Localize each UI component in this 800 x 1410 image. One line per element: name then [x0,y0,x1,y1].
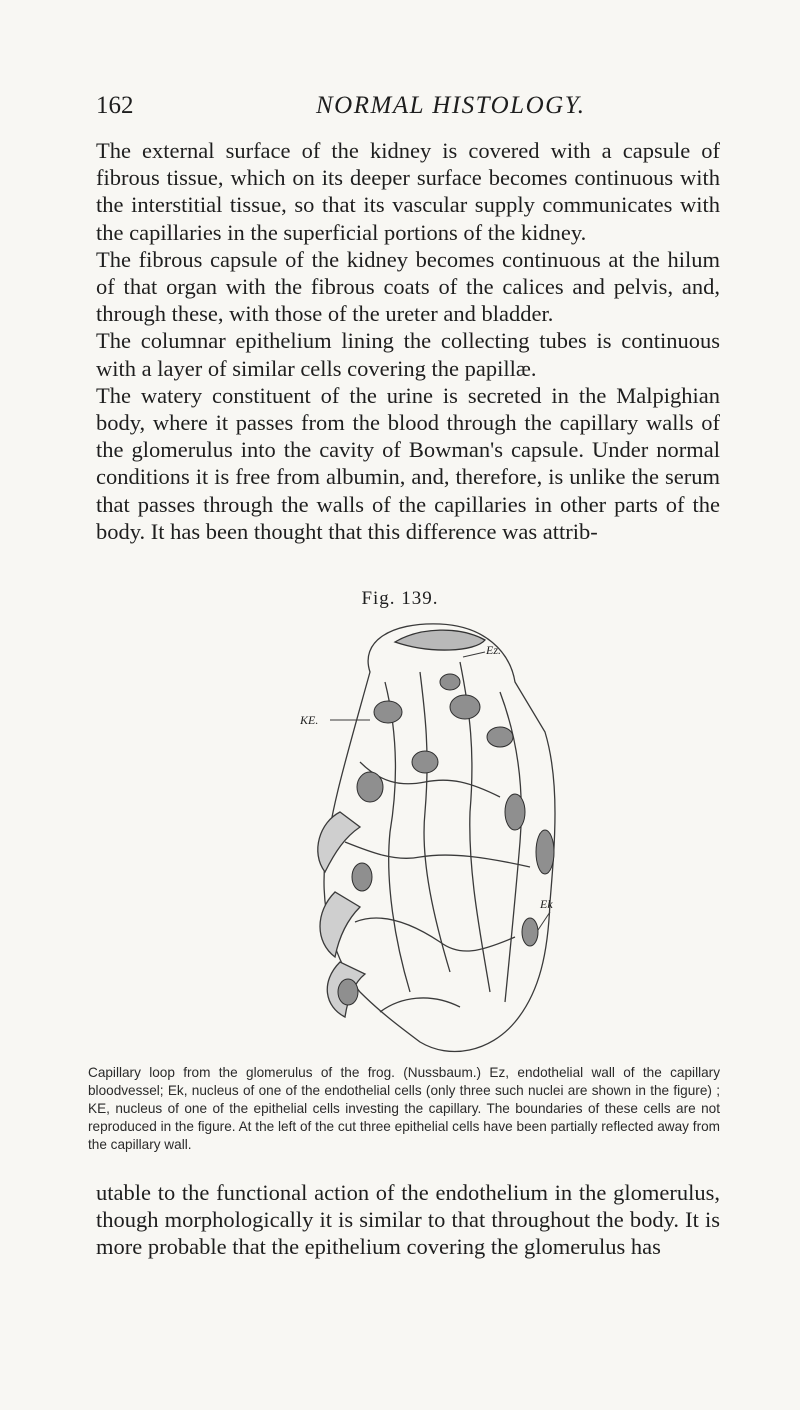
body-text-top [96,137,720,545]
paragraph: The columnar epithelium lining the collecting tubes is continuous with a layer of similar cells covering the papillæ. [96,328,720,381]
label-ez: Ez. [486,643,501,657]
label-ek: Ek [540,897,553,911]
body-text-bottom [96,1179,720,1261]
page-number: 162 [96,92,134,119]
figure-label: Fig. 139. [361,588,439,609]
page-header [96,92,736,122]
paragraph: The external surface of the kidney is covered with a capsule of fibrous tissue, which on its deeper surface becomes continuous with the interstitial tissue, so that its vascular supply communicates with the capillaries in the superficial portions of the kidney. [96,138,720,245]
paragraph: The watery constituent of the urine is secreted in the Malpighian body, where it passes from the blood through the capillary walls of the glomerulus into the cavity of Bowman's capsule. Under normal conditions it is free from albumin, and, therefore, is unlike the serum that passes through the walls of the capillaries in other parts of the body. It has been thought that this difference was attrib- [96,382,720,544]
paragraph: The fibrous capsule of the kidney becomes continuous at the hilum of that organ with the fibrous coats of the calices and pelvis, and, through these, with those of the ureter and bladder. [96,246,720,327]
paragraph: utable to the functional action of the endothelium in the glomerulus, though morphologically it is similar to that throughout the body. It is more probable that the epithelium covering the glomerulus has [96,1180,720,1260]
capillary-loop-engraving [300,612,580,1060]
running-title: NORMAL HISTOLOGY. [316,92,586,119]
figure-illustration [300,612,580,1060]
figure-caption: Capillary loop from the glomerulus of the frog. (Nussbaum.) Ez, endothelial wall of the capillary bloodvessel; Ek, nucleus of one of the endothelial cells (only three such nuclei are shown in the figure) ; KE, nucleus of one of the epithelial cells investing the capillary. The boundaries of these cells are not reproduced in the figure. At the left of the cut three epithelial cells have been partially reflected away from the capillary wall. [88,1065,720,1152]
label-ke: KE. [300,713,319,727]
